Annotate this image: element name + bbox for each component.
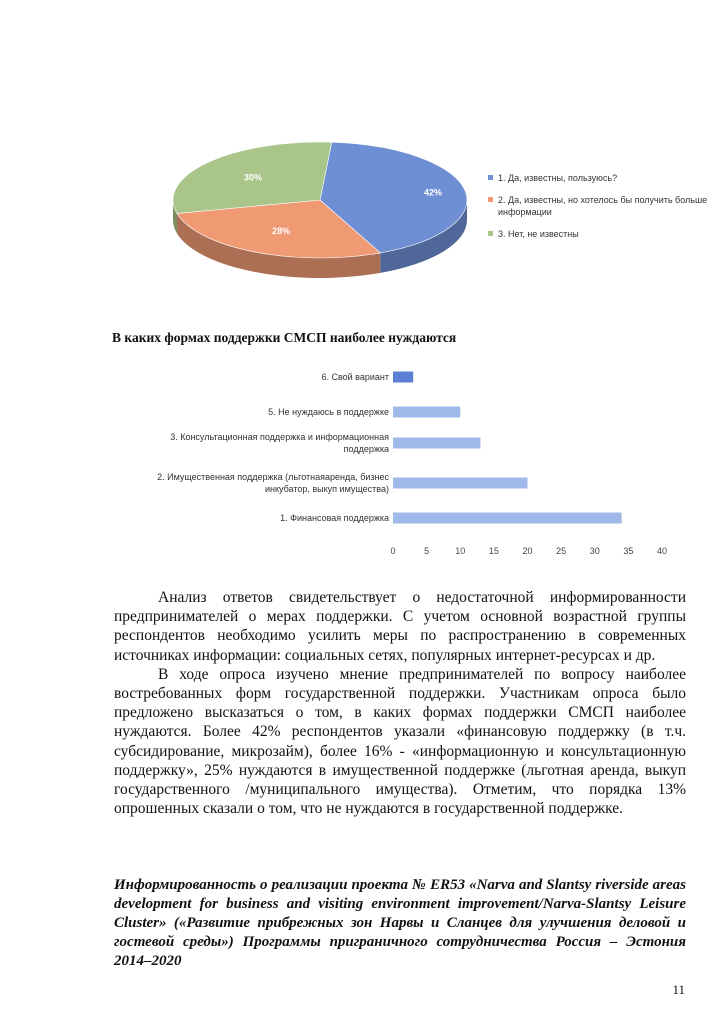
body-paragraphs [114, 588, 686, 818]
bar-label-2-line-2: инкубатор, выкуп имущества) [264, 484, 389, 494]
bar-label-4-line-1: 5. Не нуждаюсь в поддержке [268, 407, 389, 417]
x-tick-label-3: 10 [455, 546, 466, 556]
bar-1 [393, 513, 622, 524]
x-tick-label-5: 20 [522, 546, 533, 556]
legend-item-3 [488, 228, 708, 240]
bar-4 [393, 407, 460, 418]
legend-item-1 [488, 172, 708, 184]
bar-3 [393, 438, 480, 449]
bar-label-3-line-2: поддержка [343, 444, 389, 454]
bar-label-5-line-1: 6. Свой вариант [321, 372, 389, 382]
legend-item-2 [488, 194, 708, 218]
bar-label-2-line-1: 2. Имущественная поддержка (льготнаяаренда, бизнес [157, 472, 389, 482]
bar-5 [393, 372, 413, 383]
x-tick-label-7: 30 [589, 546, 600, 556]
x-tick-label-8: 35 [623, 546, 634, 556]
x-tick-label-1: 0 [390, 546, 396, 556]
legend-label-1: 1. Да, известны, пользуюсь? [498, 173, 618, 183]
paragraph-2: В ходе опроса изучено мнение предпринимателей по вопросу наиболее востребованных форм государственной поддержки. Участникам опроса было предложено высказаться о том, в каких формах поддержки СМСП наиболее нуждаются. Более 42% респондентов указали «финансовую поддержку (в т.ч. субсидирование, микрозайм), более 16% - «информационную и консультационную поддержку», 25% нуждаются в имущественной поддержке (льготная аренда, выкуп государственного /муниципального имущества). Отметим, что порядка 13% опрошенных сказали о том, что не нуждаются в государственной поддержке. [114, 665, 686, 818]
legend-label-2: 2. Да, известны, но хотелось бы получить больше информации [498, 195, 708, 217]
legend-swatch-1 [488, 175, 493, 180]
bar-chart-title: В каких формах поддержки СМСП наиболее нуждаются [112, 330, 457, 345]
pie-legend [488, 172, 708, 250]
legend-swatch-2 [488, 197, 493, 202]
bar-chart [0, 350, 725, 580]
legend-label-3: 3. Нет, не известны [498, 229, 579, 239]
pie-slice-label-3: 30% [244, 172, 263, 183]
page-number: 11 [672, 982, 685, 997]
x-tick-label-4: 15 [488, 546, 499, 556]
x-tick-label-2: 5 [424, 546, 430, 556]
pie-chart [0, 0, 725, 330]
x-tick-label-6: 25 [556, 546, 567, 556]
bar-label-3-line-1: 3. Консультационная поддержка и информационная [170, 432, 389, 442]
bar-label-1-line-1: 1. Финансовая поддержка [280, 513, 389, 523]
pie-slice-label-1: 42% [423, 187, 442, 198]
bar-2 [393, 478, 528, 489]
paragraph-1: Анализ ответов свидетельствует о недостаточной информированности предпринимателей о мерах поддержки. С учетом основной возрастной группы респондентов необходимо усилить меры по распространению в современных источниках информации: социальных сетях, популярных интернет-ресурсах и др. [114, 589, 686, 664]
x-tick-label-9: 40 [656, 546, 668, 556]
legend-swatch-3 [488, 231, 493, 236]
pie-slice-label-2: 28% [272, 226, 291, 237]
section-heading: Информированность о реализации проекта № ER53 «Narva and Slantsy riverside areas development for business and visiting environment improvement/Narva-Slantsy Leisure Cluster» («Развитие прибрежных зон Нарвы и Сланцев для улучшения деловой и гостевой среды») Программы приграничного сотрудничества Россия – Эстония 2014–2020 [114, 877, 686, 969]
